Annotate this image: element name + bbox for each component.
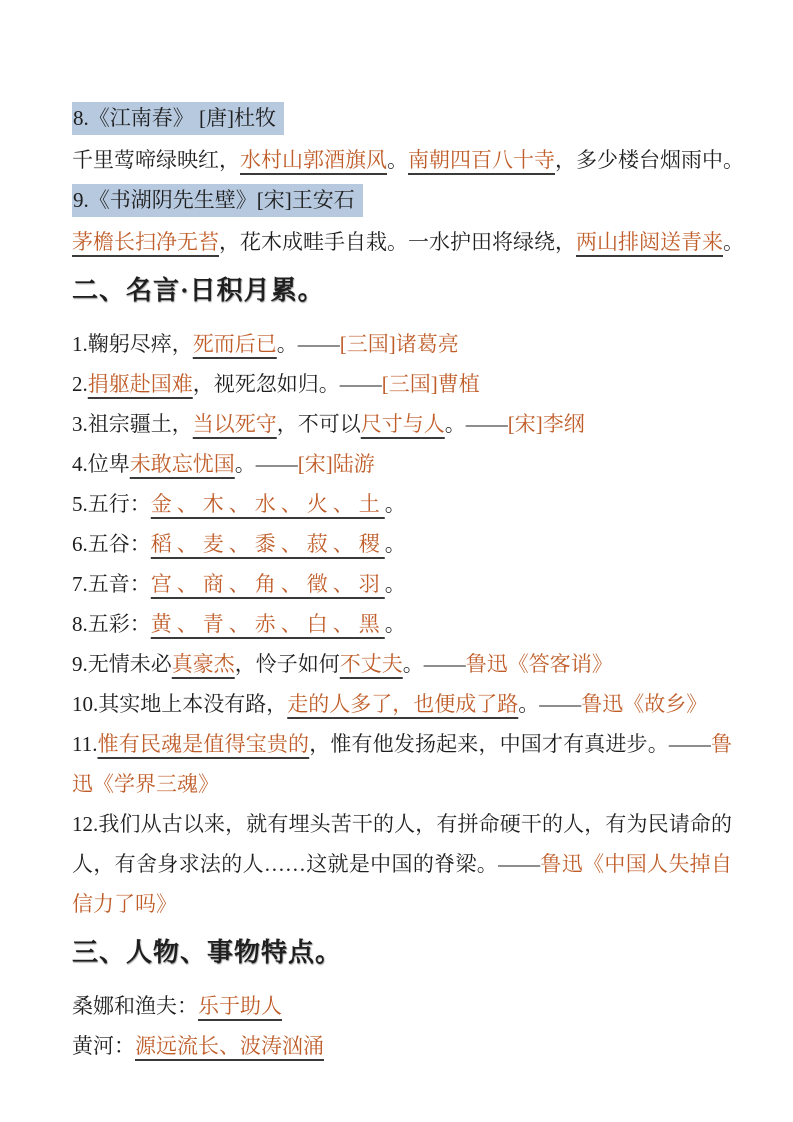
quote-9 bbox=[72, 644, 732, 684]
text-run: 10.其实地上本没有路， bbox=[72, 692, 288, 716]
text-run: [宋]陆游 bbox=[297, 452, 375, 476]
text-run: 不丈夫 bbox=[339, 652, 403, 676]
text-run: 惟有民魂是值得宝贵的 bbox=[97, 732, 310, 756]
text-run: 。 bbox=[723, 230, 744, 254]
text-run: 南朝四百八十寺 bbox=[408, 148, 555, 172]
poem-title-8 bbox=[72, 98, 732, 138]
text-run: 。—— bbox=[276, 332, 340, 356]
text-run: 宫、商、角、徵、羽 bbox=[150, 572, 385, 596]
quote-12 bbox=[72, 804, 732, 924]
text-run: 黄、青、赤、白、黑 bbox=[150, 612, 385, 636]
text-run: 捐躯赴国难 bbox=[87, 372, 193, 396]
text-run: 2. bbox=[72, 372, 88, 396]
quote-6 bbox=[72, 524, 732, 564]
text-run: 。 bbox=[384, 612, 406, 636]
text-run: 鲁迅《学界三魂》 bbox=[72, 732, 733, 796]
text-run: 5.五行： bbox=[72, 492, 151, 516]
text-run: 两山排闼送青来 bbox=[576, 230, 723, 254]
quote-3 bbox=[72, 404, 732, 444]
text-run: ，惟有他发扬起来，中国才有真进步。—— bbox=[309, 732, 711, 756]
text-run: ，多少楼台烟雨中。 bbox=[555, 148, 744, 172]
text-run: 6.五谷： bbox=[72, 532, 151, 556]
text-run: ，怜子如何 bbox=[234, 652, 340, 676]
text-run: 8.《江南春》 [唐]杜牧 bbox=[72, 102, 284, 135]
text-run: 桑娜和渔夫： bbox=[72, 994, 198, 1018]
text-run: 。—— bbox=[234, 452, 298, 476]
text-run: 9.无情未必 bbox=[72, 652, 172, 676]
section-heading-2 bbox=[72, 268, 732, 314]
text-run: 未敢忘忧国 bbox=[129, 452, 235, 476]
text-run: 7.五音： bbox=[72, 572, 151, 596]
quote-7 bbox=[72, 564, 732, 604]
text-run: 金、木、水、火、土 bbox=[150, 492, 385, 516]
quote-1 bbox=[72, 324, 732, 364]
poem-text-8 bbox=[72, 140, 744, 180]
trait-huanghe bbox=[72, 1026, 732, 1066]
quote-5 bbox=[72, 484, 732, 524]
text-run: 三、人物、事物特点。 bbox=[72, 938, 343, 967]
text-run: 二、名言·日积月累。 bbox=[72, 276, 325, 305]
text-run: 。 bbox=[387, 148, 408, 172]
text-run: ，视死忽如归。—— bbox=[192, 372, 382, 396]
text-run: ，不可以 bbox=[276, 412, 361, 436]
text-run: 4.位卑 bbox=[72, 452, 130, 476]
text-run: 死而后已 bbox=[192, 332, 277, 356]
text-run: 走的人多了，也便成了路 bbox=[287, 692, 519, 716]
text-run: 乐于助人 bbox=[198, 994, 282, 1018]
text-run: 。 bbox=[384, 572, 406, 596]
quote-2 bbox=[72, 364, 732, 404]
text-run: [三国]曹植 bbox=[381, 372, 480, 396]
text-run: 鲁迅《故乡》 bbox=[581, 692, 708, 716]
text-run: 。 bbox=[384, 532, 406, 556]
text-run: 千里莺啼绿映红， bbox=[72, 148, 240, 172]
document-content bbox=[72, 98, 744, 1066]
quote-8 bbox=[72, 604, 732, 644]
text-run: 3.祖宗疆土， bbox=[72, 412, 193, 436]
text-run: 12.我们从古以来，就有埋头苦干的人，有拼命硬干的人，有为民请命的人，有舍身求法的人……这就是中国的脊梁。—— bbox=[72, 812, 732, 876]
quote-4 bbox=[72, 444, 732, 484]
text-run: 黄河： bbox=[72, 1034, 135, 1058]
quote-10 bbox=[72, 684, 732, 724]
text-run: 尺寸与人 bbox=[360, 412, 445, 436]
text-run: 真豪杰 bbox=[171, 652, 235, 676]
text-run: 。—— bbox=[402, 652, 466, 676]
trait-sangna bbox=[72, 986, 732, 1026]
text-run: 鲁迅《答客诮》 bbox=[465, 652, 613, 676]
text-run: 水村山郭酒旗风 bbox=[240, 148, 387, 172]
text-run: 。 bbox=[384, 492, 406, 516]
text-run: 鲁迅《中国人失掉自信力了吗》 bbox=[72, 852, 733, 916]
text-run: 。—— bbox=[518, 692, 582, 716]
text-run: 8.五彩： bbox=[72, 612, 151, 636]
text-run: 11. bbox=[72, 732, 98, 756]
text-run: 稻、麦、黍、菽、稷 bbox=[150, 532, 385, 556]
text-run: 源远流长、波涛汹涌 bbox=[135, 1034, 324, 1058]
text-run: 9.《书湖阴先生壁》[宋]王安石 bbox=[72, 184, 363, 217]
text-run: [宋]李纲 bbox=[507, 412, 585, 436]
text-run: 茅檐长扫净无苔 bbox=[72, 230, 219, 254]
text-run: ，花木成畦手自栽。一水护田将绿绕， bbox=[219, 230, 576, 254]
text-run: 。—— bbox=[444, 412, 508, 436]
poem-text-9 bbox=[72, 222, 744, 262]
poem-title-9 bbox=[72, 180, 732, 220]
quote-11 bbox=[72, 724, 732, 804]
text-run: 当以死守 bbox=[192, 412, 277, 436]
section-heading-3 bbox=[72, 930, 732, 976]
text-run: 1.鞠躬尽瘁， bbox=[72, 332, 193, 356]
text-run: [三国]诸葛亮 bbox=[339, 332, 459, 356]
